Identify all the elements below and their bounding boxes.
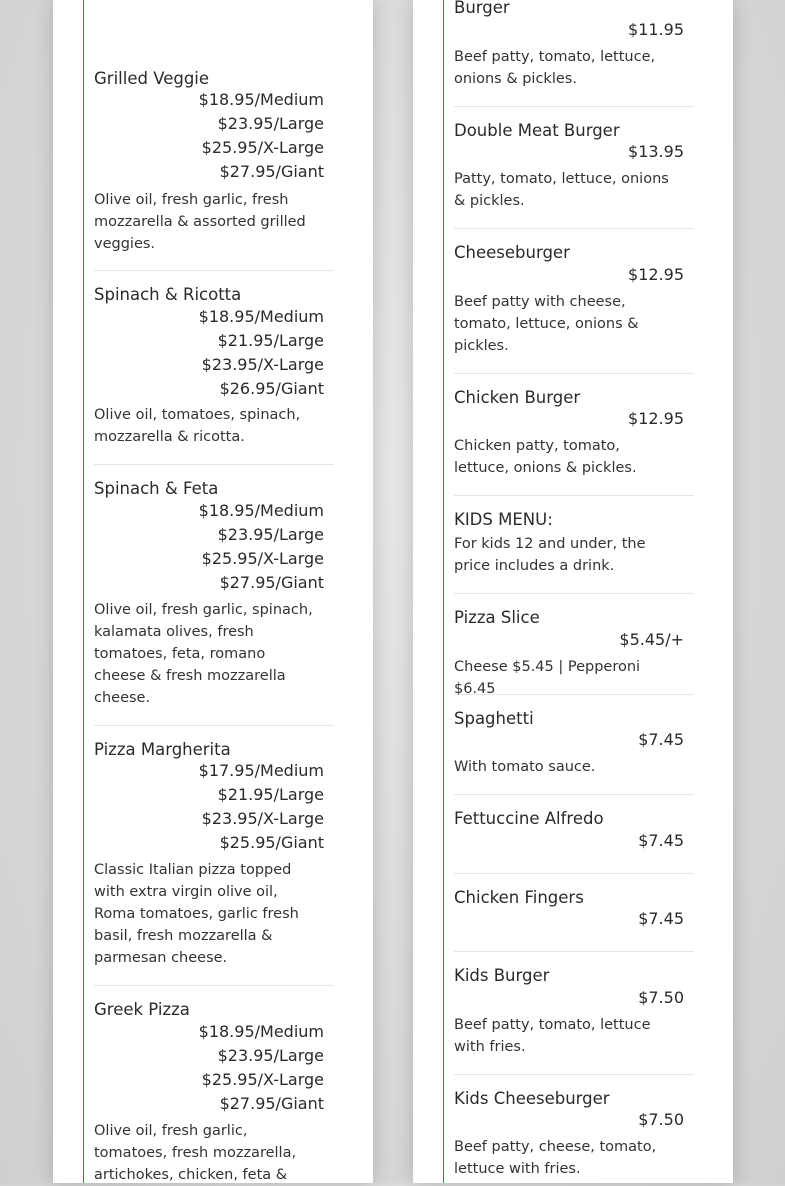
item-description: Olive oil, fresh garlic, tomatoes, fresh mozzarella, artichokes, chicken, feta & [94,1123,297,1183]
item-description: With tomato sauce. [454,759,596,775]
item-prices [199,499,324,595]
item-price: $23.95/Large [217,114,324,133]
menu-item-cheeseburger [454,242,694,374]
item-prices [199,1020,324,1116]
menu-item-grilled-veggie [94,68,334,271]
item-description: Olive oil, fresh garlic, spinach, kalamata olives, fresh tomatoes, feta, romano cheese & fresh mozzarella cheese. [94,602,313,706]
item-name: Grilled Veggie [94,69,210,88]
item-name: Pizza Slice [454,608,540,627]
item-prices [638,907,684,931]
menu-item-pizza-margherita [94,739,334,986]
item-name: Double Meat Burger [454,121,620,140]
item-name: Cheeseburger [454,243,570,262]
menu-item-spinach-ricotta [94,284,334,465]
item-price: $11.95 [628,20,684,39]
section-title: KIDS MENU: [454,510,553,529]
item-price: $23.95/X-Large [201,355,324,374]
item-price: $7.50 [638,1110,684,1129]
item-name: Chicken Burger [454,388,581,407]
item-description: Classic Italian pizza topped with extra virgin olive oil, Roma tomatoes, garlic fresh basil, fresh mozzarella & parmesan cheese. [94,862,299,966]
item-name: Fettuccine Alfredo [454,809,604,828]
item-price: $5.45/+ [619,630,684,649]
item-prices [638,728,684,752]
item-name: Spinach & Ricotta [94,285,242,304]
menu-item-greek-pizza [94,999,334,1183]
item-name: Spaghetti [454,709,534,728]
item-name: Burger [454,0,510,17]
item-prices [199,759,324,855]
item-description: Chicken patty, tomato, lettuce, onions & pickles. [454,438,637,476]
item-price: $7.45 [638,909,684,928]
item-price: $7.45 [638,831,684,850]
item-price: $27.95/Giant [219,162,324,181]
item-prices [638,829,684,853]
item-price: $25.95/X-Large [201,138,324,157]
item-price: $21.95/Large [217,331,324,350]
menu-panel-right [413,0,733,1183]
item-price: $18.95/Medium [198,90,324,109]
item-description: Olive oil, tomatoes, spinach, mozzarella & ricotta. [94,407,301,445]
item-name: Spinach & Feta [94,479,219,498]
menu-item-chicken-fingers [454,887,694,952]
item-name: Kids Burger [454,966,550,985]
menu-item-fettuccine-alfredo [454,808,694,874]
item-price: $13.95 [628,142,684,161]
item-name: Pizza Margherita [94,740,231,759]
item-prices [628,407,684,431]
item-price: $18.95/Medium [198,307,324,326]
item-prices [199,305,324,401]
item-description: Patty, tomato, lettuce, onions & pickles. [454,171,669,209]
item-price: $23.95/X-Large [201,809,324,828]
menu-item-double-meat-burger [454,120,694,229]
item-price: $23.95/Large [217,1046,324,1065]
item-description: Olive oil, fresh garlic, fresh mozzarella & assorted grilled veggies. [94,192,306,252]
item-price: $27.95/Giant [219,573,324,592]
margin-rule [443,0,444,1183]
item-price: $27.95/Giant [219,1094,324,1113]
item-price: $17.95/Medium [198,761,324,780]
item-name: Chicken Fingers [454,888,584,907]
item-name: Kids Cheeseburger [454,1089,610,1108]
item-price: $25.95/X-Large [201,1070,324,1089]
menu-item-spinach-feta [94,478,334,726]
item-price: $18.95/Medium [198,501,324,520]
item-description: Beef patty, tomato, lettuce with fries. [454,1017,651,1055]
item-price: $21.95/Large [217,785,324,804]
kids-menu-header [454,509,694,594]
item-price: $7.45 [638,730,684,749]
menu-item-kids-cheeseburger [454,1088,694,1183]
menu-item-burger [454,0,694,107]
item-prices [628,140,684,164]
item-price: $12.95 [628,409,684,428]
item-prices [628,263,684,287]
section-description: For kids 12 and under, the price includes a drink. [454,536,646,574]
menu-panel-left [53,0,373,1183]
item-price: $26.95/Giant [219,379,324,398]
item-prices [638,986,684,1010]
item-prices [619,628,684,652]
item-price: $25.95/Giant [219,833,324,852]
item-price: $12.95 [628,265,684,284]
item-prices [638,1108,684,1132]
item-description: Beef patty with cheese, tomato, lettuce, onions & pickles. [454,294,639,354]
menu-item-chicken-burger [454,387,694,496]
menu-item-pizza-slice [454,607,694,695]
item-price: $25.95/X-Large [201,549,324,568]
margin-rule [83,0,84,1183]
item-price: $23.95/Large [217,525,324,544]
item-name: Greek Pizza [94,1000,190,1019]
item-description: Beef patty, tomato, lettuce, onions & pickles. [454,49,656,87]
item-prices [199,88,324,184]
item-prices [628,18,684,42]
menu-item-kids-burger [454,965,694,1075]
item-description: Beef patty, cheese, tomato, lettuce with fries. [454,1139,657,1177]
item-price: $18.95/Medium [198,1022,324,1041]
item-price: $7.50 [638,988,684,1007]
menu-item-spaghetti [454,708,694,795]
item-description: Cheese $5.45 | Pepperoni $6.45 [454,659,641,697]
